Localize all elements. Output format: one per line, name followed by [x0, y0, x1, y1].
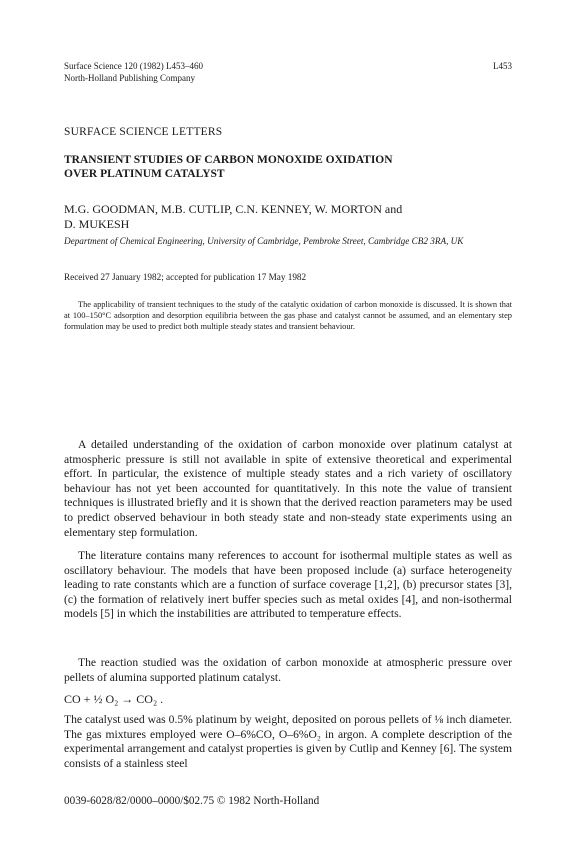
paper-title [64, 153, 504, 181]
section-heading: SURFACE SCIENCE LETTERS [64, 126, 223, 138]
body-paragraph: A detailed understanding of the oxidation of carbon monoxide over platinum catalyst at atmospheric pressure is still not available in spite of extensive theoretical and experimental effort. In particular, the existence of multiple steady states and a rich variety of oscillatory behaviour has not yet been accounted for quantitatively. In this note the value of transient techniques is illustrated briefly and it is shown that the derived reaction parameters may be used to predict observed behaviour in both steady state and non-steady state experiments using an elementary step formulation. [64, 438, 512, 539]
page-number: L453 [493, 61, 512, 71]
authors-line: D. MUKESH [64, 217, 130, 231]
journal-info [64, 60, 203, 84]
running-header [64, 60, 512, 84]
abstract: The applicability of transient techniques to the study of the catalytic oxidation of carbon monoxide is discussed. It is shown that at 100–150°C adsorption and desorption equilibria between the gas phase and catalyst cannot be assumed, and an elementary step formulation may be used to predict both multiple steady states and transient behaviour. [64, 300, 512, 332]
body-paragraph: The reaction studied was the oxidation of carbon monoxide at atmospheric pressure over pellets of alumina supported platinum catalyst. [64, 656, 512, 684]
copyright-footer: 0039-6028/82/0000–0000/$02.75 © 1982 North-Holland [64, 795, 320, 807]
received-date: Received 27 January 1982; accepted for publication 17 May 1982 [64, 272, 307, 282]
journal-line: Surface Science 120 (1982) L453–460 [64, 61, 203, 71]
affiliation: Department of Chemical Engineering, University of Cambridge, Pembroke Street, Cambridge CB2 3RA, UK [64, 236, 464, 246]
body-paragraph: The catalyst used was 0.5% platinum by weight, deposited on porous pellets of ⅛ inch diameter. The gas mixtures employed were O–6%CO, O–6%O₂ in argon. A complete description of the experimental arrangement and catalyst properties is given by Cutlip and Kenney [6]. The system consists of a stainless steel [64, 713, 512, 770]
body-paragraph: The literature contains many references to account for isothermal multiple states as well as oscillatory behaviour. The models that have been proposed include (a) surface heterogeneity leading to rate constants which are a function of surface coverage [1,2], (b) precursor states [3], (c) the formation of relatively inert buffer species such as metal oxides [4], and non-isothermal models [5] in which the instabilities are attributed to temperature effects. [64, 549, 512, 621]
title-line: OVER PLATINUM CATALYST [64, 168, 225, 180]
publisher-line: North-Holland Publishing Company [64, 73, 195, 83]
authors [64, 202, 524, 232]
authors-line: M.G. GOODMAN, M.B. CUTLIP, C.N. KENNEY, W. MORTON and [64, 202, 403, 216]
reaction-equation: CO + ½ O₂ → CO₂ . [64, 692, 164, 706]
title-line: TRANSIENT STUDIES OF CARBON MONOXIDE OXIDATION [64, 154, 393, 166]
